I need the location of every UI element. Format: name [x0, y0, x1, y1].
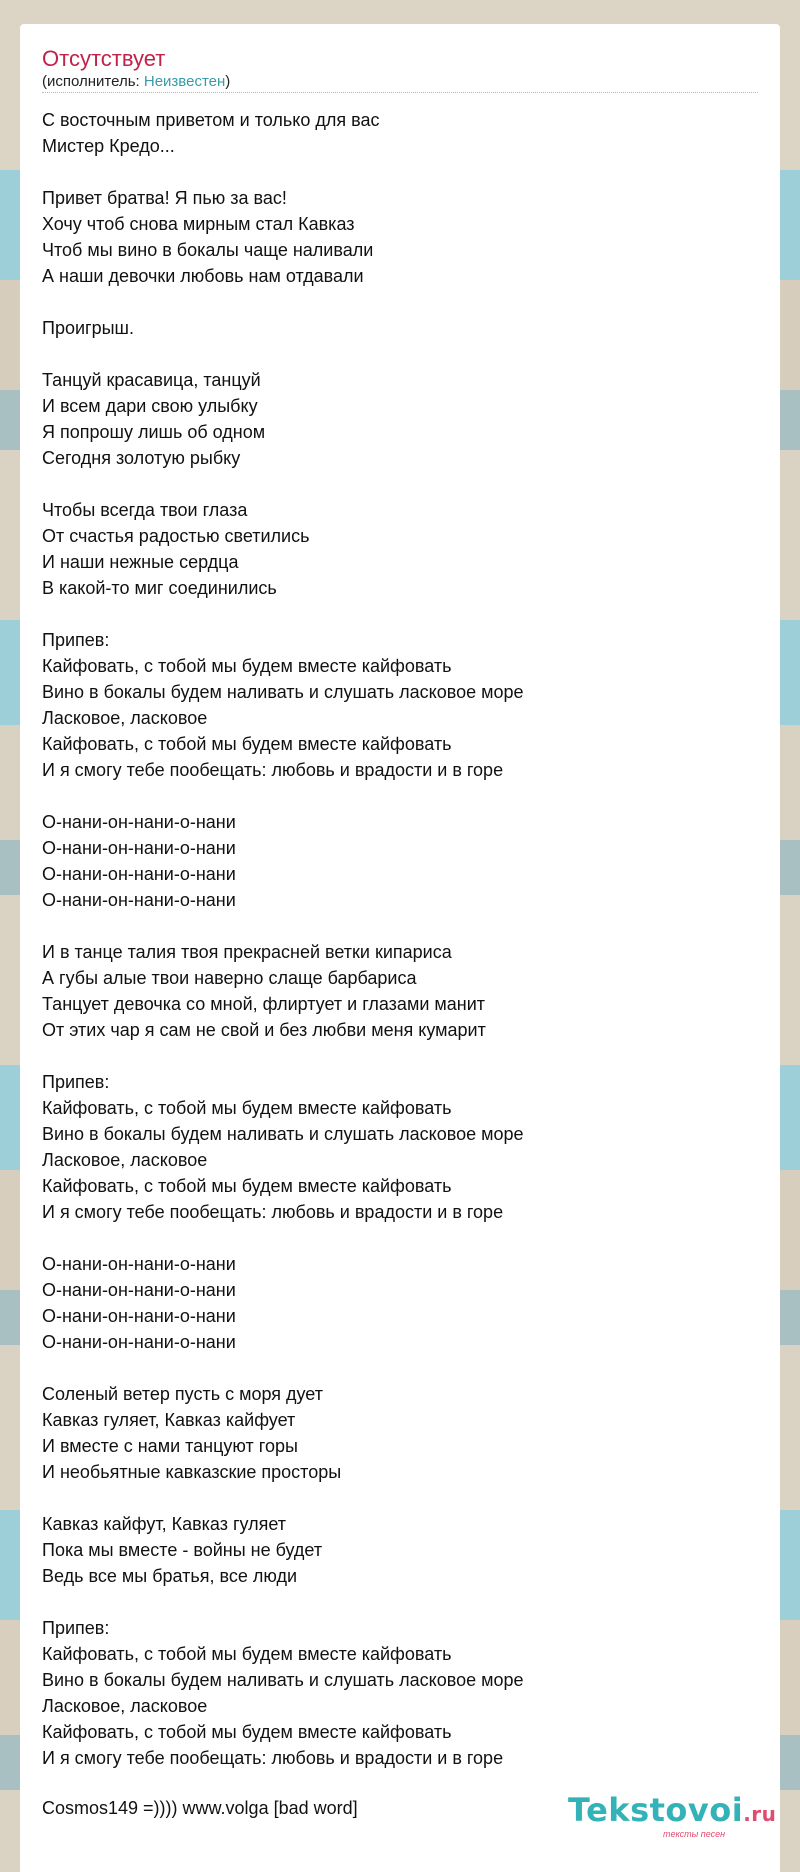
performer-link[interactable]: Неизвестен — [143, 73, 226, 90]
lyric-line: Ласковое, ласковое — [42, 1150, 208, 1170]
stanza-break — [42, 1485, 762, 1511]
stanza-break — [42, 159, 762, 185]
lyric-line: И я смогу тебе пообещать: любовь и врадости и в горе — [42, 1202, 504, 1222]
lyric-line: Сегодня золотую рыбку — [42, 448, 241, 468]
stanza-break — [42, 783, 762, 809]
lyric-line: От этих чар я сам не свой и без любви меня кумарит — [42, 1020, 486, 1040]
lyric-line: О-нани-он-нани-о-нани — [42, 1254, 236, 1274]
signature-line: Cosmos149 =)))) www.volga [bad word] — [42, 1798, 358, 1818]
lyric-line: Ласковое, ласковое — [42, 708, 208, 728]
lyric-line: И я смогу тебе пообещать: любовь и врадости и в горе — [42, 760, 504, 780]
stanza-break — [42, 1355, 762, 1381]
lyric-line: Припев: — [42, 1072, 110, 1092]
performer-line — [42, 73, 230, 90]
lyrics-card — [20, 24, 780, 1872]
lyric-line: Танцуй красавица, танцуй — [42, 370, 261, 390]
lyric-line: Кавказ гуляет, Кавказ кайфует — [42, 1410, 296, 1430]
logo-tld: .ru — [743, 1802, 777, 1826]
lyric-line: Ласковое, ласковое — [42, 1696, 208, 1716]
lyric-line: О-нани-он-нани-о-нани — [42, 838, 236, 858]
lyric-line: Мистер Кредо... — [42, 136, 175, 156]
lyric-line: И в танце талия твоя прекрасней ветки кипариса — [42, 942, 452, 962]
stanza-break — [42, 1043, 762, 1069]
lyric-line: Соленый ветер пусть с моря дует — [42, 1384, 323, 1404]
lyric-line: Кайфовать, с тобой мы будем вместе кайфовать — [42, 1644, 452, 1664]
site-logo[interactable] — [568, 1791, 777, 1843]
stanza-break — [42, 913, 762, 939]
lyric-line: Кайфовать, с тобой мы будем вместе кайфовать — [42, 1098, 452, 1118]
lyric-line: Припев: — [42, 630, 110, 650]
lyric-line: И необьятные кавказские просторы — [42, 1462, 342, 1482]
lyric-line: И наши нежные сердца — [42, 552, 239, 572]
stanza-break — [42, 289, 762, 315]
lyric-line: О-нани-он-нани-о-нани — [42, 864, 236, 884]
lyric-line: В какой-то миг соединились — [42, 578, 277, 598]
lyric-line: Кайфовать, с тобой мы будем вместе кайфовать — [42, 656, 452, 676]
performer-suffix: ) — [225, 73, 231, 90]
lyric-line: Пока мы вместе - войны не будет — [42, 1540, 323, 1560]
lyric-line: О-нани-он-нани-о-нани — [42, 812, 236, 832]
logo-wordmark — [568, 1791, 776, 1829]
lyric-line: Вино в бокалы будем наливать и слушать ласковое море — [42, 1670, 524, 1690]
lyric-line: Привет братва! Я пью за вас! — [42, 188, 287, 208]
lyrics-body — [42, 107, 762, 1771]
lyric-line: Вино в бокалы будем наливать и слушать ласковое море — [42, 682, 524, 702]
logo-tagline: тексты песен — [663, 1829, 726, 1839]
lyric-line: Чтобы всегда твои глаза — [42, 500, 248, 520]
lyric-line: А губы алые твои наверно слаще барбариса — [42, 968, 417, 988]
lyric-line: Хочу чтоб снова мирным стал Кавказ — [42, 214, 355, 234]
lyric-line: Ведь все мы братья, все люди — [42, 1566, 298, 1586]
lyric-line: О-нани-он-нани-о-нани — [42, 1306, 236, 1326]
lyric-line: И всем дари свою улыбку — [42, 396, 258, 416]
lyric-line: Проигрыш. — [42, 318, 134, 338]
lyric-line: А наши девочки любовь нам отдавали — [42, 266, 364, 286]
lyric-line: Кайфовать, с тобой мы будем вместе кайфовать — [42, 1722, 452, 1742]
lyric-line: Я попрошу лишь об одном — [42, 422, 266, 442]
lyric-line: Вино в бокалы будем наливать и слушать ласковое море — [42, 1124, 524, 1144]
lyric-line: Кавказ кайфут, Кавказ гуляет — [42, 1514, 287, 1534]
lyric-line: О-нани-он-нани-о-нани — [42, 1280, 236, 1300]
song-title: Отсутствует — [42, 46, 166, 71]
lyric-line: О-нани-он-нани-о-нани — [42, 1332, 236, 1352]
performer-prefix: (исполнитель: — [42, 73, 144, 90]
lyric-line: Чтоб мы вино в бокалы чаще наливали — [42, 240, 374, 260]
lyric-line: Кайфовать, с тобой мы будем вместе кайфовать — [42, 1176, 452, 1196]
lyric-line: От счастья радостью светились — [42, 526, 310, 546]
lyric-line: И вместе с нами танцуют горы — [42, 1436, 298, 1456]
lyric-line: Танцует девочка со мной, флиртует и глазами манит — [42, 994, 485, 1014]
title-divider — [42, 92, 758, 93]
stanza-break — [42, 471, 762, 497]
lyric-line: О-нани-он-нани-о-нани — [42, 890, 236, 910]
logo-name: Tekstovoi — [568, 1791, 744, 1829]
lyric-line: И я смогу тебе пообещать: любовь и врадости и в горе — [42, 1748, 504, 1768]
lyric-line: Кайфовать, с тобой мы будем вместе кайфовать — [42, 734, 452, 754]
lyric-line: С восточным приветом и только для вас — [42, 110, 380, 130]
lyric-line: Припев: — [42, 1618, 110, 1638]
stanza-break — [42, 1225, 762, 1251]
stanza-break — [42, 601, 762, 627]
stanza-break — [42, 341, 762, 367]
stanza-break — [42, 1589, 762, 1615]
